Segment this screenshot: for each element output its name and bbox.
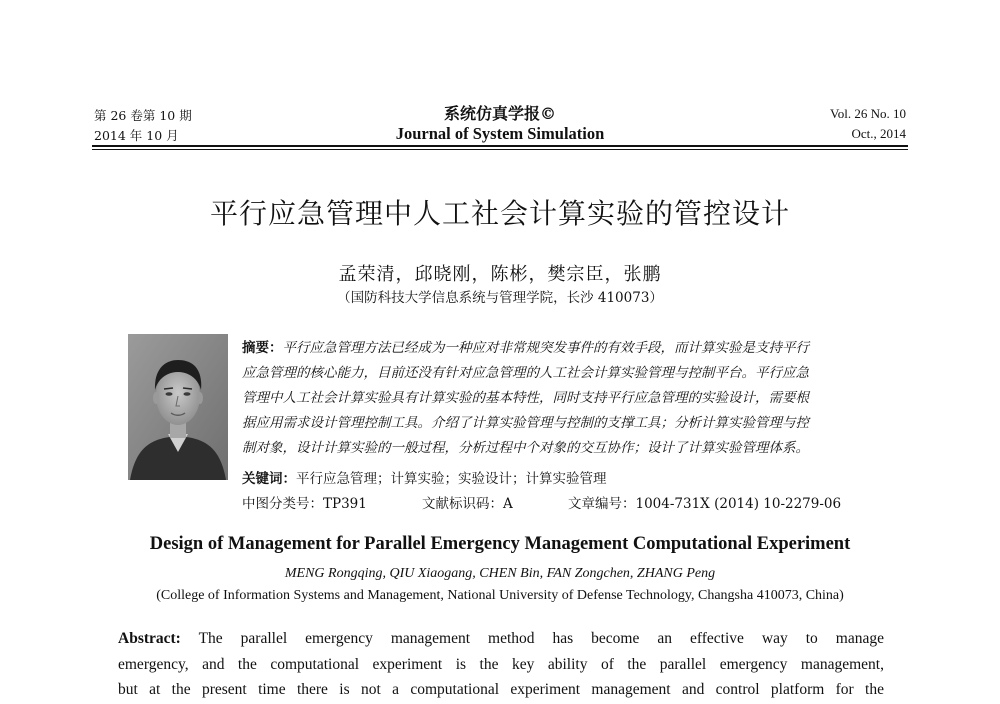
article-number-value: 1004-731X (2014) 10-2279-06	[635, 496, 842, 512]
header-rule-thick	[92, 145, 908, 147]
affiliation-cn: （国防科技大学信息系统与管理学院，长沙 410073）	[337, 290, 663, 306]
journal-name-cn: 系统仿真学报©	[443, 104, 556, 123]
document-code	[422, 492, 513, 512]
abstract-label-en: Abstract:	[118, 630, 181, 647]
paper-title-en: Design of Management for Parallel Emergency Management Computational Experiment	[149, 534, 851, 554]
authors-en: MENG Rongqing, QIU Xiaogang, CHEN Bin, FAN Zongchen, ZHANG Peng	[284, 566, 716, 581]
abstract-en-line-2: emergency, and the computational experiment is the key ability of the parallel emergency management,	[118, 656, 884, 673]
clc-number	[242, 492, 367, 512]
authors-cn: 孟荣清，邱晓刚，陈彬，樊宗臣，张鹏	[338, 264, 662, 285]
keywords-cn-line	[242, 467, 607, 487]
author-portrait-image	[128, 334, 228, 480]
paper-title-cn: 平行应急管理中人工社会计算实验的管控设计	[209, 197, 790, 230]
abstract-cn-line-2: 应急管理的核心能力，目前还没有针对应急管理的人工社会计算实验管理与控制平台。平行应急	[242, 365, 809, 381]
abstract-cn-line-5: 制对象，设计计算实验的一般过程，分析过程中个对象的交互协作；设计了计算实验管理体系。	[242, 440, 809, 456]
header-date-en: Oct., 2014	[851, 126, 906, 141]
header-volume-cn: 第 26 卷第 10 期	[94, 108, 192, 123]
header-rule-thin	[92, 149, 908, 150]
clc-value: TP391	[323, 496, 367, 512]
doc-code-label: 文献标识码：	[422, 496, 503, 512]
abstract-label-cn: 摘要：	[242, 340, 283, 356]
keywords-label-cn: 关键词：	[242, 471, 296, 487]
author-photo	[128, 334, 228, 480]
keywords-cn: 平行应急管理；计算实验；实验设计；计算实验管理	[296, 471, 607, 487]
abstract-cn-text-1: 平行应急管理方法已经成为一种应对非常规突发事件的有效手段，而计算实验是支持平行	[282, 340, 809, 356]
affiliation-en: (College of Information Systems and Management, National University of Defense Technology, Changsha 410073, China)	[156, 588, 844, 603]
header-date-cn: 2014 年 10 月	[94, 128, 179, 143]
abstract-cn-line-3: 管理中人工社会计算实验具有计算实验的基本特性，同时支持平行应急管理的实验设计，需要根	[242, 390, 809, 406]
clc-label: 中图分类号：	[242, 496, 323, 512]
journal-name-en: Journal of System Simulation	[395, 124, 605, 143]
abstract-en-text-1: The parallel emergency management method has become an effective way to manage	[198, 630, 884, 647]
abstract-en-line-3: but at the present time there is not a computational experiment management and control platform for the	[118, 681, 884, 698]
article-number-label: 文章编号：	[568, 496, 636, 512]
abstract-cn-line-1	[242, 336, 809, 356]
article-number	[568, 492, 841, 512]
doc-code-value: A	[503, 496, 513, 512]
header-volume-en: Vol. 26 No. 10	[830, 106, 906, 121]
abstract-en-line-1	[118, 630, 884, 648]
abstract-cn-line-4: 据应用需求设计管理控制工具。介绍了计算实验管理与控制的支撑工具；分析计算实验管理与控	[242, 415, 809, 431]
